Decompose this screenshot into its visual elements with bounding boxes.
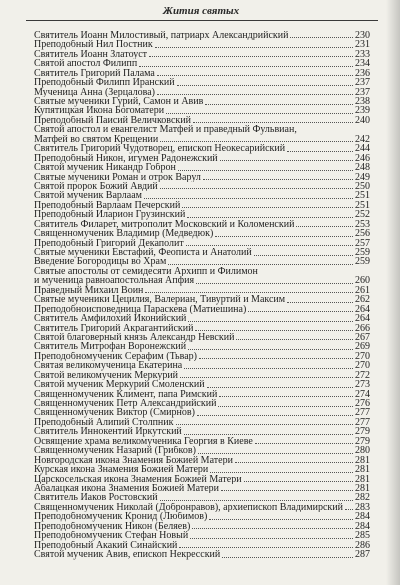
toc-entry — [34, 522, 370, 531]
dot-leader — [195, 329, 353, 331]
toc-entry — [34, 333, 370, 342]
dot-leader — [290, 36, 353, 38]
toc-entry-title: Преподобномученик Кронид (Любимов) — [34, 512, 208, 522]
toc-entry-page: 231 — [355, 39, 370, 51]
toc-entry-page: 286 — [355, 539, 370, 551]
dot-leader — [209, 518, 353, 520]
toc-entry-title: Курская икона Знамения Божией Матери — [34, 465, 209, 475]
dot-leader — [179, 546, 353, 548]
toc-entry — [34, 97, 370, 106]
toc-entry-page: 274 — [355, 388, 370, 400]
toc-entry-title: Мученица Анна (Зерцалова) — [34, 87, 155, 98]
toc-entry — [34, 154, 370, 163]
toc-entry — [34, 50, 370, 59]
toc-entry-title: Святой мученик Варлаам — [34, 191, 142, 201]
toc-entry-page: 257 — [355, 237, 370, 249]
toc-entry-title: Преподобный Варлаам Печерский — [34, 200, 181, 211]
toc-entry-page: 244 — [355, 143, 370, 155]
dot-leader — [220, 159, 353, 161]
toc-entry — [34, 239, 370, 248]
toc-entry-title: Святитель Иоанн Златоуст — [34, 49, 148, 60]
toc-entry — [34, 324, 370, 333]
toc-entry — [34, 390, 370, 399]
toc-entry-page: 270 — [355, 350, 370, 362]
toc-entry-page: 253 — [355, 218, 370, 230]
toc-entry-page: 280 — [355, 445, 370, 457]
toc-entry-title: Святые мученики Цецилия, Валериан, Тивуртий и Максим — [34, 295, 286, 305]
dot-leader — [160, 499, 353, 501]
dot-leader — [218, 405, 353, 407]
toc-entry — [34, 210, 370, 219]
toc-entry-title: Преподобный Нил Постник — [34, 40, 153, 50]
toc-entry-page: 269 — [355, 341, 370, 353]
toc-entry-title: Введение Богородицы во Храм — [34, 257, 167, 267]
toc-entry-page: 284 — [355, 511, 370, 523]
dot-leader — [145, 291, 353, 293]
toc-entry-page: 282 — [355, 492, 370, 504]
toc-entry-page: 237 — [355, 77, 370, 89]
dot-leader — [254, 254, 353, 256]
dot-leader — [160, 187, 353, 189]
toc-entry-title: Святитель Григорий Акрагантийский — [34, 323, 194, 333]
toc-entry-page: 242 — [355, 133, 370, 145]
toc-entry-title: Святой пророк Божий Авдий — [34, 181, 158, 192]
toc-entry — [34, 512, 370, 521]
toc-entry-title: Царскосельская икона Знамения Божией Матери — [34, 474, 242, 484]
toc-entry — [34, 258, 370, 267]
toc-entry-page: 287 — [355, 549, 370, 561]
toc-entry-title: Преподобный Филипп Иранский — [34, 78, 175, 88]
toc-entry-page: 249 — [355, 171, 370, 183]
toc-entry-page: 281 — [355, 464, 370, 476]
dot-leader — [182, 206, 353, 208]
toc-entry-title: Преподобноисповедница Параскева (Матиешина) — [34, 304, 247, 315]
toc-entry-page: 281 — [355, 482, 370, 494]
dot-leader — [222, 556, 353, 558]
toc-entry-title: Святые апостолы от семидесяти Архипп и Филимон — [34, 266, 258, 277]
toc-entry — [34, 503, 370, 512]
toc-entry — [34, 456, 370, 465]
dot-leader — [157, 93, 353, 95]
toc-entry-page: 239 — [355, 105, 370, 117]
header-rule — [26, 20, 378, 21]
dot-leader — [205, 103, 353, 105]
toc-entry — [34, 541, 370, 550]
toc-entry — [34, 531, 370, 540]
toc-entry — [34, 493, 370, 502]
dot-leader — [193, 121, 353, 123]
toc-entry-title: Преподобный Акакий Синайский — [34, 540, 178, 551]
toc-entry-page: 234 — [355, 58, 370, 70]
toc-entry-title: Святитель Митрофан Воронежский — [34, 342, 187, 352]
toc-entry-page: 251 — [355, 199, 370, 211]
dot-leader — [177, 84, 353, 86]
toc-entry — [34, 305, 370, 314]
toc-entry-title: Святитель Григорий Палама — [34, 68, 155, 79]
dot-leader — [255, 442, 353, 444]
toc-entry — [34, 220, 370, 229]
toc-entry — [34, 295, 370, 304]
toc-entry — [34, 418, 370, 427]
toc-entry-title: Святой мученик Меркурий Смоленский — [34, 380, 205, 390]
toc-entry-title: и мученица равноапостольная Апфия — [34, 276, 195, 286]
toc-entry-title: Преподобномученик Никон (Беляев) — [34, 521, 191, 532]
toc-entry-title: Праведный Михаил Воин — [34, 285, 144, 296]
toc-entry — [34, 229, 370, 238]
toc-entry-page: 277 — [355, 407, 370, 419]
toc-entry-page: 248 — [355, 162, 370, 174]
toc-entry-page: 260 — [355, 275, 370, 287]
dot-leader — [184, 367, 353, 369]
toc-entry-title: Святитель Иоанн Милостивый, патриарх Александрийский — [34, 30, 289, 41]
dot-leader — [139, 65, 353, 67]
toc-entry-title: Преподобный Иларион Грузинский — [34, 210, 186, 220]
toc-entry — [34, 484, 370, 493]
toc-entry-title: Священномученик Петр Александрийский — [34, 399, 217, 409]
toc-entry-title: Священномученик Владимир (Медведюк) — [34, 229, 214, 239]
toc-entry-page: 279 — [355, 435, 370, 447]
toc-entry-title: Святой благоверный князь Александр Невский — [34, 332, 235, 343]
toc-entry — [34, 144, 370, 153]
toc-entry-page: 236 — [355, 67, 370, 79]
dot-leader — [210, 471, 353, 473]
toc-entry-page: 264 — [355, 303, 370, 315]
toc-entry-page: 279 — [355, 426, 370, 438]
toc-entry-page: 281 — [355, 473, 370, 485]
toc-entry — [34, 40, 370, 49]
toc-entry-page: 264 — [355, 313, 370, 325]
toc-entry-page: 281 — [355, 454, 370, 466]
toc-entry — [34, 248, 370, 257]
toc-entry-page: 276 — [355, 398, 370, 410]
toc-entry-title: Священномученик Николай (Добронравов), архиепископ Владимирский — [34, 502, 343, 513]
toc-entry-title: Святитель Иннокентий Иркутский — [34, 427, 182, 437]
dot-leader — [248, 310, 353, 312]
toc-entry-page: 262 — [355, 294, 370, 306]
toc-entry-page: 251 — [355, 190, 370, 202]
dot-leader — [176, 423, 354, 425]
toc-entry — [34, 427, 370, 436]
dot-leader — [149, 55, 353, 57]
dot-leader — [166, 112, 353, 114]
toc-entry-title: Святой великомученик Меркурий — [34, 370, 179, 381]
toc-entry — [34, 116, 370, 125]
binding-shadow — [386, 0, 400, 585]
toc-entry-page: 233 — [355, 48, 370, 60]
toc-entry-page: 285 — [355, 530, 370, 542]
toc-entry-page: 266 — [355, 322, 370, 334]
toc-entry-page: 246 — [355, 152, 370, 164]
toc-entry — [34, 135, 370, 144]
toc-entry — [34, 125, 370, 134]
toc-entry — [34, 107, 370, 116]
toc-entry-page: 259 — [355, 256, 370, 268]
toc-entry-title: Святитель Амфилохий Иконийский — [34, 314, 187, 324]
dot-leader — [192, 527, 353, 529]
toc-entry — [34, 409, 370, 418]
toc-entry-title: Святая великомученица Екатерина — [34, 361, 183, 371]
table-of-contents — [34, 31, 370, 560]
toc-entry — [34, 163, 370, 172]
dot-leader — [219, 395, 353, 397]
dot-leader — [287, 150, 353, 152]
dot-leader — [180, 376, 353, 378]
dot-leader — [155, 46, 353, 48]
dot-leader — [187, 216, 353, 218]
toc-entry-title: Святитель Филарет, митрополит Московский и Коломенский — [34, 219, 295, 230]
toc-entry — [34, 352, 370, 361]
toc-entry-page: 273 — [355, 379, 370, 391]
toc-entry — [34, 465, 370, 474]
toc-entry-title: Святой мученик Авив, епископ Некресский — [34, 550, 221, 560]
toc-entry-page: 277 — [355, 416, 370, 428]
toc-entry-page: 261 — [355, 284, 370, 296]
toc-entry-title: Святые мученики Евстафий, Феописта и Анатолий — [34, 248, 252, 258]
dot-leader — [199, 357, 353, 359]
dot-leader — [168, 263, 353, 265]
dot-leader — [188, 348, 353, 350]
running-header: Жития святых — [162, 5, 240, 17]
toc-entry — [34, 173, 370, 182]
toc-entry — [34, 69, 370, 78]
dot-leader — [178, 169, 353, 171]
dot-leader — [203, 178, 353, 180]
toc-entry-title: Священномученик Виктор (Смирнов) — [34, 408, 195, 418]
dot-leader — [198, 452, 353, 454]
toc-entry-page: 237 — [355, 86, 370, 98]
toc-entry — [34, 286, 370, 295]
toc-entry-page: 259 — [355, 247, 370, 259]
toc-entry — [34, 201, 370, 210]
toc-entry — [34, 276, 370, 285]
toc-entry-title: Преподобномученик Серафим (Тьвар) — [34, 351, 197, 362]
toc-entry-page: 270 — [355, 360, 370, 372]
dot-leader — [184, 433, 353, 435]
toc-entry-title: Святые мученики Роман и отрок Варул — [34, 172, 201, 182]
toc-entry — [34, 78, 370, 87]
toc-entry-title: Преподобномученик Стефан Новый — [34, 531, 189, 541]
dot-leader — [215, 235, 353, 237]
toc-entry — [34, 182, 370, 191]
dot-leader — [287, 301, 353, 303]
toc-entry — [34, 31, 370, 40]
dot-leader — [157, 74, 353, 76]
toc-entry — [34, 550, 370, 559]
toc-entry-title: Освящение храма великомученика Георгия в Киеве — [34, 436, 253, 447]
toc-entry-title: Преподобный Григорий Декаполит — [34, 238, 184, 249]
dot-leader — [207, 386, 353, 388]
toc-entry — [34, 371, 370, 380]
toc-entry-page: 283 — [355, 501, 370, 513]
dot-leader — [345, 508, 353, 510]
dot-leader — [221, 489, 353, 491]
dot-leader — [144, 197, 353, 199]
toc-entry — [34, 475, 370, 484]
toc-entry-title: Святые мученики Гурий, Самон и Авив — [34, 97, 204, 107]
toc-entry-title: Святой мученик Никандр Гоброн — [34, 163, 176, 173]
toc-entry-title: Святой апостол и евангелист Матфей и праведный Фульвиан, — [34, 125, 297, 135]
toc-entry-page: 238 — [355, 96, 370, 108]
toc-entry-title: Преподобный Никон, игумен Радонежский — [34, 153, 218, 164]
toc-entry-title: Матфей во святом Крещении — [34, 134, 159, 145]
toc-entry-page: 250 — [355, 180, 370, 192]
toc-entry — [34, 446, 370, 455]
toc-entry-title: Купятицкая Икона Богоматери — [34, 106, 165, 116]
toc-entry-title: Преподобный Алипий Столпник — [34, 417, 174, 428]
toc-entry — [34, 437, 370, 446]
toc-entry — [34, 361, 370, 370]
dot-leader — [160, 140, 353, 142]
toc-entry-title: Абалацкая икона Знамения Божией Матери — [34, 483, 219, 494]
toc-entry-page: 284 — [355, 520, 370, 532]
toc-entry — [34, 342, 370, 351]
toc-entry-page: 240 — [355, 114, 370, 126]
toc-entry-page: 252 — [355, 209, 370, 221]
toc-entry — [34, 267, 370, 276]
toc-entry-page: 267 — [355, 331, 370, 343]
dot-leader — [197, 414, 353, 416]
toc-entry-title: Преподобный Паисий Величковский — [34, 115, 191, 126]
toc-entry-title: Святой апостол Филипп — [34, 59, 138, 69]
dot-leader — [235, 461, 353, 463]
toc-entry-title: Священномученик Климент, папа Римский — [34, 389, 218, 400]
toc-entry — [34, 314, 370, 323]
toc-entry-title: Святитель Иаков Ростовский — [34, 493, 158, 503]
dot-leader — [236, 338, 353, 340]
toc-entry — [34, 59, 370, 68]
toc-entry — [34, 191, 370, 200]
dot-leader — [186, 244, 353, 246]
toc-entry-page: 272 — [355, 369, 370, 381]
toc-entry-title: Священномученик Назарий (Грибков) — [34, 446, 196, 456]
dot-leader — [188, 320, 353, 322]
toc-entry — [34, 380, 370, 389]
dot-leader — [196, 282, 353, 284]
toc-entry-page: 256 — [355, 228, 370, 240]
dot-leader — [244, 480, 353, 482]
toc-entry-title: Святитель Григорий Чудотворец, епископ Неокесарийский — [34, 144, 286, 154]
toc-entry-title: Новгородская икона Знамения Божией Матери — [34, 455, 233, 466]
toc-entry — [34, 88, 370, 97]
toc-entry-page: 230 — [355, 29, 370, 41]
dot-leader — [190, 537, 353, 539]
dot-leader — [296, 225, 353, 227]
toc-entry — [34, 399, 370, 408]
